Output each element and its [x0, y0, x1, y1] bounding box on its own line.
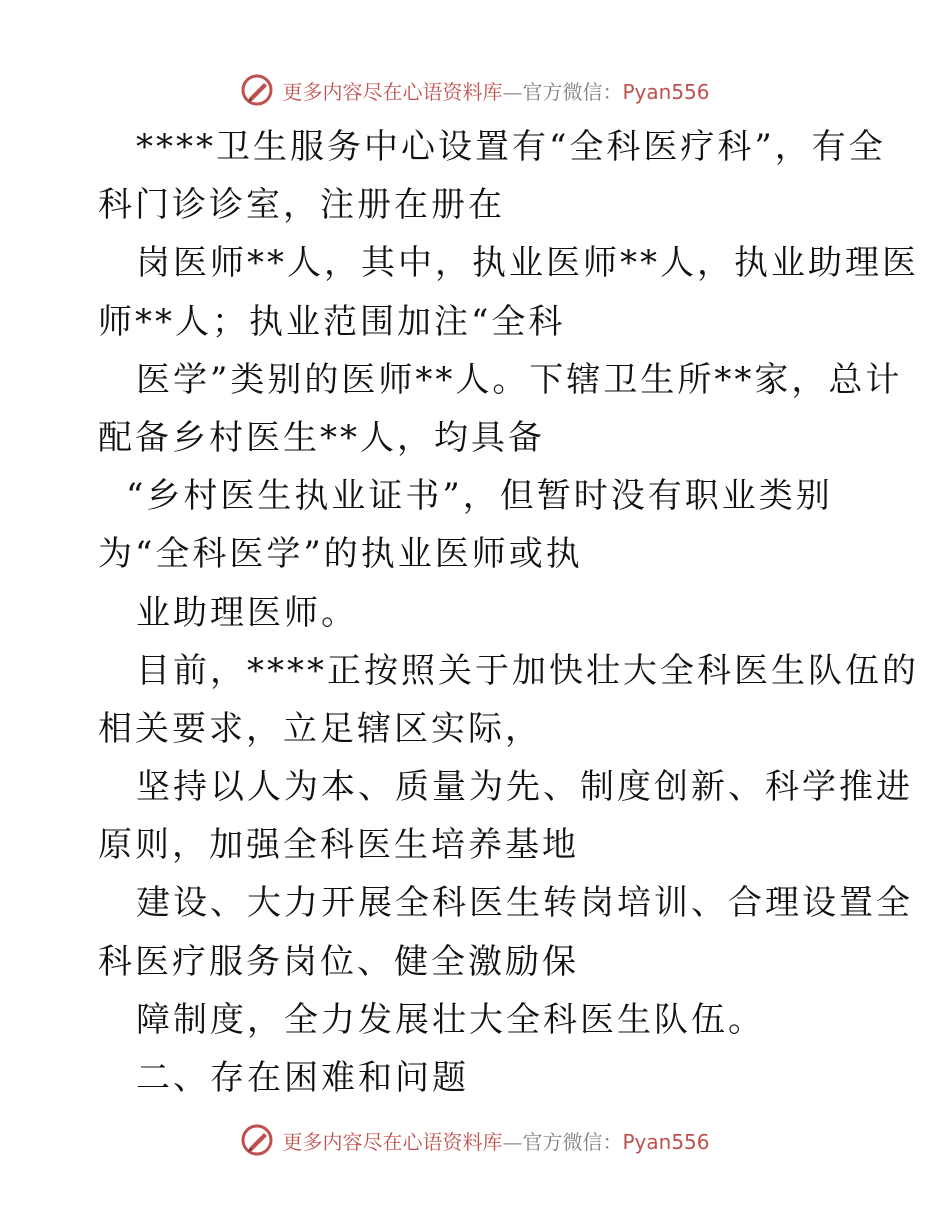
watermark-label: 官方微信：	[522, 1129, 623, 1154]
text-line: 障制度，全力发展壮大全科医生队伍。	[136, 999, 765, 1040]
text-line: 配备乡村医生**人，均具备	[98, 417, 545, 458]
text-line: “乡村医生执业证书”，但暂时没有职业类别	[126, 476, 833, 517]
watermark-handle: Pyan556	[622, 1129, 710, 1154]
watermark-main: 更多内容尽在心语资料库	[282, 79, 503, 104]
text-line: 原则，加强全科医生培养基地	[98, 825, 579, 866]
watermark-main: 更多内容尽在心语资料库	[282, 1129, 503, 1154]
watermark-banner-top	[0, 70, 950, 110]
watermark-separator: —	[502, 1129, 523, 1154]
text-line: 业助理医师。	[136, 592, 358, 633]
text-line: 建设、大力开展全科医生转岗培训、合理设置全	[136, 883, 913, 924]
watermark-label: 官方微信：	[522, 79, 623, 104]
text-line: 师**人；执业范围加注“全科	[98, 301, 566, 342]
text-line: 目前，****正按照关于加快壮大全科医生队伍的	[136, 650, 919, 691]
text-line: 岗医师**人，其中，执业医师**人，执业助理医	[136, 243, 919, 284]
watermark-text	[282, 1126, 709, 1155]
pen-logo-icon	[240, 1123, 274, 1157]
text-line: 相关要求，立足辖区实际，	[98, 708, 542, 749]
document-body	[98, 118, 919, 1107]
text-line: ****卫生服务中心设置有“全科医疗科”，有全	[136, 127, 886, 167]
text-line: 科医疗服务岗位、健全激励保	[98, 941, 579, 982]
watermark-text	[282, 76, 709, 105]
text-line: 医学”类别的医师**人。下辖卫生所**家，总计	[136, 359, 903, 400]
text-line: 科门诊诊室，注册在册在	[98, 185, 505, 226]
text-line: 坚持以人为本、质量为先、制度创新、科学推进	[136, 767, 913, 808]
watermark-separator: —	[502, 79, 523, 104]
section-heading: 二、存在困难和问题	[136, 1058, 469, 1098]
pen-logo-icon	[240, 73, 274, 107]
watermark-banner-bottom	[0, 1120, 950, 1160]
watermark-handle: Pyan556	[622, 79, 710, 104]
text-line: 为“全科医学”的执业医师或执	[98, 534, 583, 575]
